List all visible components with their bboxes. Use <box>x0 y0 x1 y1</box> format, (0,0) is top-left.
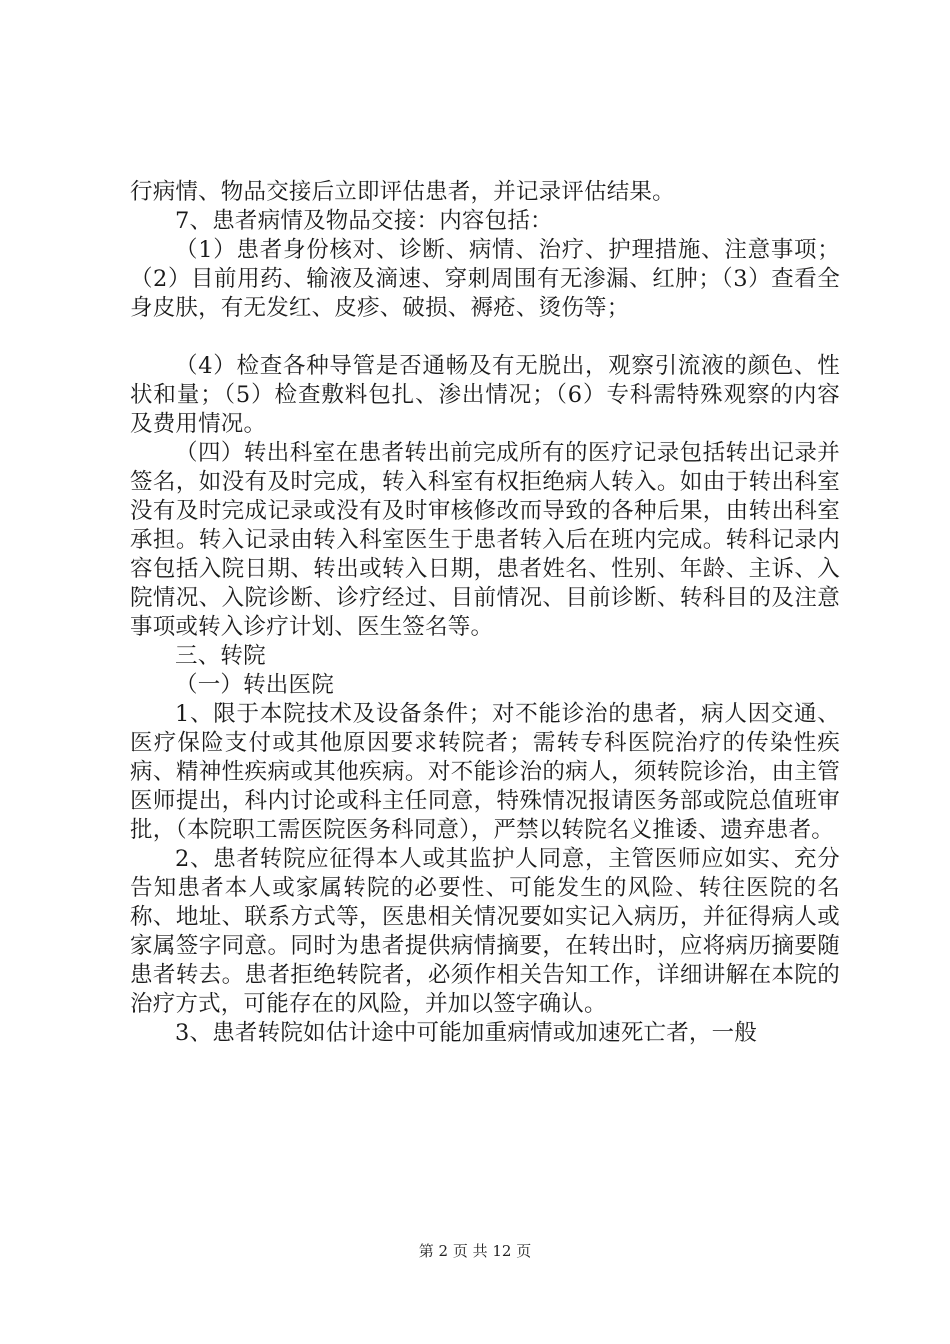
document-body <box>130 178 840 1048</box>
section-heading-transfer-hospital: 三、转院 <box>175 643 266 669</box>
page-footer: 第 2 页 共 12 页 <box>418 1242 532 1260</box>
paragraph-handover-items-4-6: （4）检查各种导管是否通畅及有无脱出，观察引流液的颜色、性状和量；（5）检查敷料包扎、渗出情况；（6）专科需特殊观察的内容及费用情况。 <box>130 353 840 437</box>
paragraph-section-4: （四）转出科室在患者转出前完成所有的医疗记录包括转出记录并签名，如没有及时完成，转入科室有权拒绝病人转入。如由于转出科室没有及时完成记录或没有及时审核修改而导致的各种后果，由转出科室承担。转入记录由转入科室医生于患者转入后在班内完成。转科记录内容包括入院日期、转出或转入日期，患者姓名、性别、年龄、主诉、入院情况、入院诊断、诊疗经过、目前情况、目前诊断、转科目的及注意事项或转入诊疗计划、医生签名等。 <box>130 440 840 640</box>
paragraph-continuation: 行病情、物品交接后立即评估患者，并记录评估结果。 <box>130 179 675 205</box>
paragraph-handover-items-1-3: （1）患者身份核对、诊断、病情、治疗、护理措施、注意事项；（2）目前用药、输液及滴速、穿刺周围有无渗漏、红肿；（3）查看全身皮肤，有无发红、皮疹、破损、褥疮、烫伤等； <box>130 237 840 321</box>
paragraph-transfer-item-1: 1、限于本院技术及设备条件；对不能诊治的患者，病人因交通、医疗保险支付或其他原因要求转院者；需转专科医院治疗的传染性疾病、精神性疾病或其他疾病。对不能诊治的病人，须转院诊治，由主管医师提出，科内讨论或科主任同意，特殊情况报请医务部或院总值班审批，（本院职工需医院医务科同意），严禁以转院名义推诿、遗弃患者。 <box>130 701 840 843</box>
subsection-heading-transfer-out: （一）转出医院 <box>175 672 334 698</box>
paragraph-item-7: 7、患者病情及物品交接：内容包括： <box>175 208 553 234</box>
paragraph-transfer-item-2: 2、患者转院应征得本人或其监护人同意，主管医师应如实、充分告知患者本人或家属转院的必要性、可能发生的风险、转往医院的名称、地址、联系方式等，医患相关情况要如实记入病历，并征得病人或家属签字同意。同时为患者提供病情摘要，在转出时，应将病历摘要随患者转去。患者拒绝转院者，必须作相关告知工作，详细讲解在本院的治疗方式，可能存在的风险，并加以签字确认。 <box>130 846 840 1017</box>
paragraph-gap <box>130 323 840 352</box>
paragraph-transfer-item-3: 3、患者转院如估计途中可能加重病情或加速死亡者，一般 <box>175 1020 758 1046</box>
